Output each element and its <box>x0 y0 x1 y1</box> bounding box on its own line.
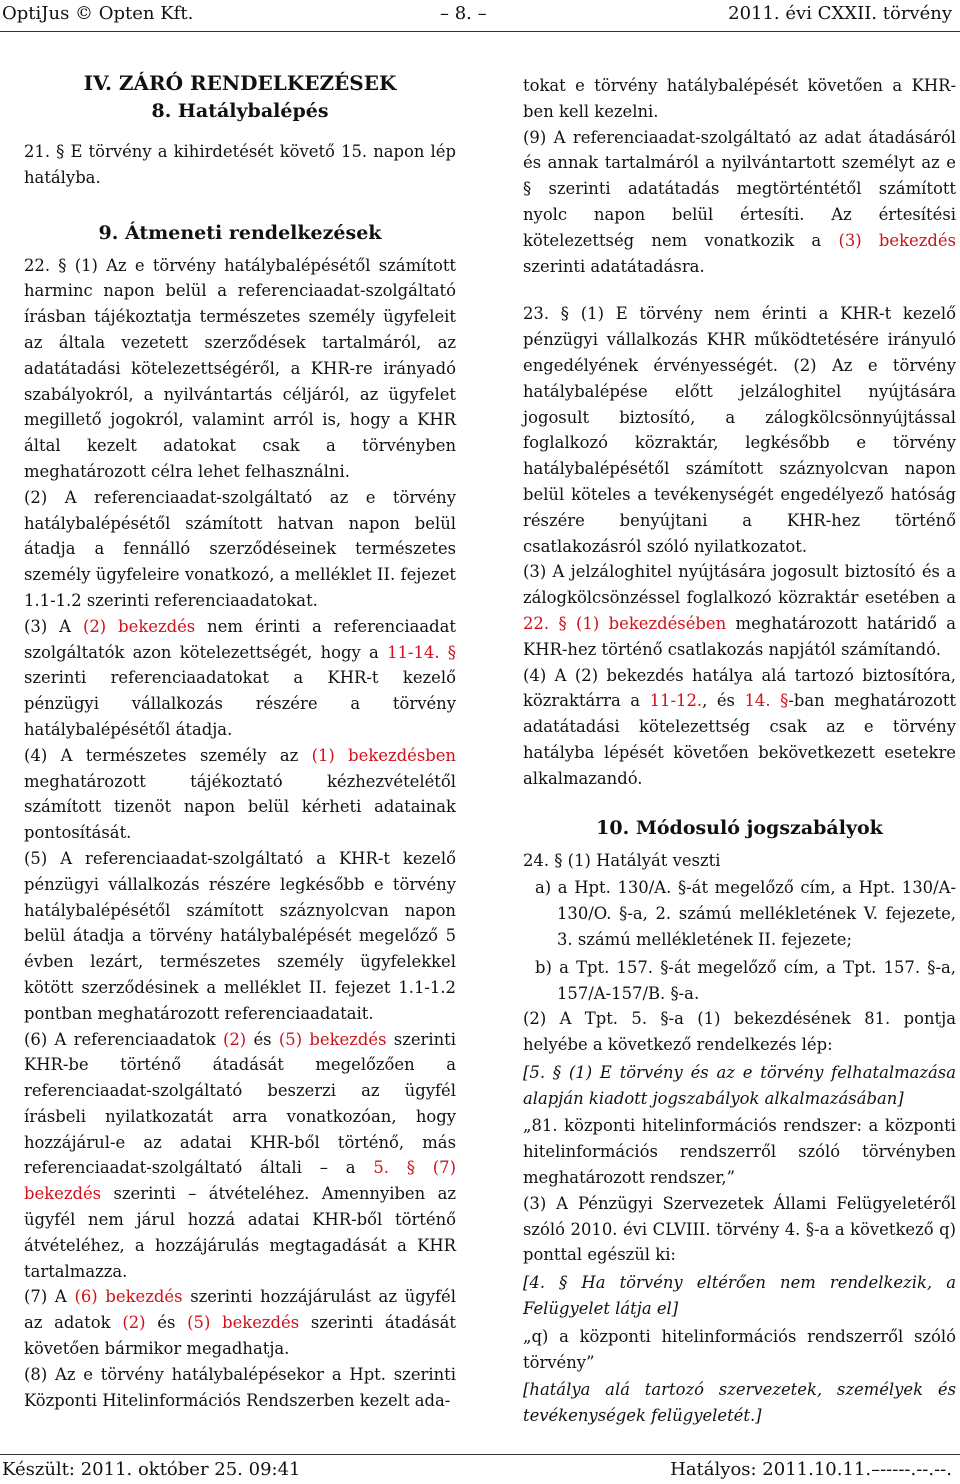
header-divider <box>0 31 960 32</box>
header-publisher: OptiJus © Opten Kft. <box>2 3 194 24</box>
paragraph-23-4 <box>523 663 956 792</box>
page-header <box>0 3 960 29</box>
paragraph-21: 21. § E törvény a kihirdetését követő 15. napon lép hatályba. <box>24 142 456 187</box>
paragraph-22-5: (5) A referenciaadat-szolgáltató a KHR-t kezelő pénzügyi vállalkozás részére legkésőbb e törvény hatálybalépésétől számított száznyolcvan napon belül átadja a törvény hatálybalépését megelőző 5 évben lezárt, természetes személy ügyfelekkel kötött szerződésinek a melléklet II. fejezet 1.1-1.2 pontban meghatározott referenciaadatait. <box>24 848 456 1023</box>
text: szerinti adatátadásra. <box>523 256 705 276</box>
paragraph-22-1: 22. § (1) Az e törvény hatálybalépésétől számított harminc napon belül a referenciaadat-szolgáltató írásban tájékoztatja természetes személy ügyfeleit az általa vezetett szerződések tartalmáról, az adatátadási kötelezettségéről, a KHR-re irányadó szabályokról, a nyilvántartás céljáról, az ügyfelet megillető jogokról, valamint arról is, hogy a KHR által kezelt adatokat csak a törvényben meghatározott célra lehet felhasználni. <box>24 255 456 481</box>
left-column <box>24 69 456 1413</box>
paragraph-22-9 <box>523 125 956 280</box>
part-heading: IV. ZÁRÓ RENDELKEZÉSEK <box>83 71 397 95</box>
ref-link[interactable]: (1) bekezdésben <box>311 745 456 765</box>
text: szerinti referenciaadatokat a KHR-t kezelő pénzügyi vállalkozás részére a törvény hatálybalépésétől átadja. <box>24 668 456 739</box>
text: (4) A (2) bekezdés hatálya alá tartozó biztosítóra, közraktárra a <box>523 665 956 711</box>
text: meghatározott tájékoztató kézhezvételétől számított tizenöt napon belül kérheti adatainak pontosítását. <box>24 771 456 843</box>
text: meghatározott határidő a KHR-hez történő csatlakozás napjától számítandó. <box>523 613 957 659</box>
paragraph-24-2: (2) A Tpt. 5. §-a (1) bekezdésének 81. pontja helyébe a következő rendelkezés lép: <box>523 1009 956 1055</box>
list-item-a: a) a Hpt. 130/A. §-át megelőző cím, a Hpt. 130/A-130/O. §-a, 2. számú mellékletének V. fejezete, 3. számú mellékletének II. fejezete; <box>535 878 956 949</box>
paragraph-23-3 <box>523 559 956 662</box>
text: (3) A <box>24 616 83 636</box>
ref-link[interactable]: (2) <box>122 1313 146 1333</box>
paragraph-22-8: (8) Az e törvény hatálybalépésekor a Hpt. szerinti Központi Hitelinformációs Rendszerben kezelt ada- <box>24 1364 456 1410</box>
footer-divider <box>0 1454 960 1455</box>
ref-link[interactable]: (5) bekezdés <box>278 1029 387 1049</box>
ref-link[interactable]: 11-14. § <box>387 642 456 662</box>
text: nem érinti a referenciaadat szolgáltatók azon kötelezettségét, hogy a <box>24 616 456 662</box>
paragraph-22-2: (2) A referenciaadat-szolgáltató az e törvény hatálybalépésétől számított hatvan napon belül átadja a fennálló szerződéseinek természetes személy ügyfeleire vonatkozó, a melléklet II. fejezet 1.1-1.2 szerinti referenciaadatokat. <box>24 487 456 610</box>
text: szerinti KHR-be történő átadását megelőzően a referenciaadat-szolgáltató beszerzi az ügyfél írásbeli nyilatkozatát arra vonatkozóan, hogy hozzájárul-e az adatai KHR-ből történő, más referenciaadat-szolgáltató általi – a <box>24 1029 456 1178</box>
section-heading-10: 10. Módosuló jogszabályok <box>596 816 883 839</box>
paragraph-22-3 <box>24 614 456 743</box>
paragraph-22-6 <box>24 1027 456 1285</box>
ref-link[interactable]: (2) <box>222 1029 247 1049</box>
ref-link[interactable]: (2) bekezdés <box>82 616 196 636</box>
text: , és <box>702 691 745 711</box>
text: szerinti – átvételéhez. Amennyiben az ügyfél nem járul hozzá adatai KHR-ből történő átvételéhez, a hozzájárulás megtagadását a KHR tartalmazza. <box>24 1184 456 1281</box>
footer-created: Készült: 2011. október 25. 09:41 <box>2 1459 301 1480</box>
paragraph-24-3-quote: „q) a központi hitelinformációs rendszerről szóló törvény” <box>523 1326 956 1372</box>
paragraph-24-2-context: [5. § (1) E törvény és az e törvény felhatalmazása alapján kiadott jogszabályok alkalmazásában] <box>523 1062 956 1108</box>
text: (9) A referenciaadat-szolgáltató az adat átadásáról és annak tartalmáról a nyilvántartott személyt az e § szerinti adatátadás megtörténtétől számított nyolc napon belül értesíti. Az értesítési kötelezettség nem vonatkozik a <box>523 127 956 250</box>
section-heading-9: 9. Átmeneti rendelkezések <box>98 221 382 244</box>
text: szerinti átadását követően bármikor megadhatja. <box>24 1313 456 1359</box>
paragraph-22-4 <box>24 743 456 846</box>
text: (7) A <box>24 1287 75 1307</box>
paragraph-24-3: (3) A Pénzügyi Szervezetek Állami Felügyeletéről szóló 2010. évi CLVIII. törvény 4. §-a a következő q) ponttal egészül ki: <box>523 1193 956 1265</box>
footer-valid: Hatályos: 2011.10.11.–-----.--.--. <box>670 1459 952 1480</box>
ref-link[interactable]: 11-12. <box>649 691 703 711</box>
right-column <box>523 73 956 1429</box>
header-law-title: 2011. évi CXXII. törvény <box>728 3 952 24</box>
ref-link[interactable]: 5. § (7) bekezdés <box>24 1158 456 1204</box>
text: és <box>246 1029 279 1049</box>
ref-link[interactable]: (3) bekezdés <box>838 230 956 250</box>
text: és <box>145 1313 188 1333</box>
paragraph-24-3-context: [4. § Ha törvény eltérően nem rendelkezik, a Felügyelet látja el] <box>523 1273 956 1319</box>
text: szerinti hozzájárulást az ügyfél az adatok <box>24 1287 456 1333</box>
paragraph-24-1: 24. § (1) Hatályát veszti <box>523 850 721 870</box>
text: -ban meghatározott adatátadási kötelezettség csak az e törvény hatályba lépését követően bekövetkezett esetekre alkalmazandó. <box>523 691 957 788</box>
header-page-number: – 8. – <box>440 3 487 24</box>
text: (4) A természetes személy az <box>24 745 312 765</box>
ref-link[interactable]: 22. § (1) bekezdésében <box>523 613 727 633</box>
ref-link[interactable]: 14. § <box>744 691 789 711</box>
paragraph-23-1: 23. § (1) E törvény nem érinti a KHR-t kezelő pénzügyi vállalkozás KHR működtetésére irányuló engedélyének érvényességét. (2) Az e törvény hatálybalépése előtt jelzáloghitel nyújtására jogosult biztosító, a zálogkölcsönnyújtással foglalkozó közraktár, legkésőbb e törvény hatálybalépésétől számított száznyolcvan napon belül köteles a tevékenységét engedélyező hatóság részére benyújtani a KHR-hez történő csatlakozásról szóló nyilatkozatot. <box>523 304 956 556</box>
paragraph-24-2-quote: „81. központi hitelinformációs rendszer: a központi hitelinformációs rendszerről szóló törvényben meghatározott rendszer,” <box>523 1116 956 1188</box>
paragraph-22-7 <box>24 1284 456 1361</box>
ref-link[interactable]: (5) bekezdés <box>187 1313 300 1333</box>
text: (3) A jelzáloghitel nyújtására jogosult biztosító és a zálogkölcsönzéssel foglalkozó közraktár esetében a <box>523 562 956 608</box>
paragraph-24-3-closing: [hatálya alá tartozó szervezetek, személyek és tevékenységek felügyeletét.] <box>523 1380 956 1426</box>
text: (6) A referenciaadatok <box>24 1029 223 1049</box>
section-heading-8: 8. Hatálybalépés <box>151 100 329 122</box>
paragraph-22-8-continued: tokat e törvény hatálybalépését követően a KHR-ben kell kezelni. <box>523 76 956 121</box>
ref-link[interactable]: (6) bekezdés <box>74 1287 183 1307</box>
list-item-b: b) a Tpt. 157. §-át megelőző cím, a Tpt. 157. §-a, 157/A-157/B. §-a. <box>535 957 956 1003</box>
